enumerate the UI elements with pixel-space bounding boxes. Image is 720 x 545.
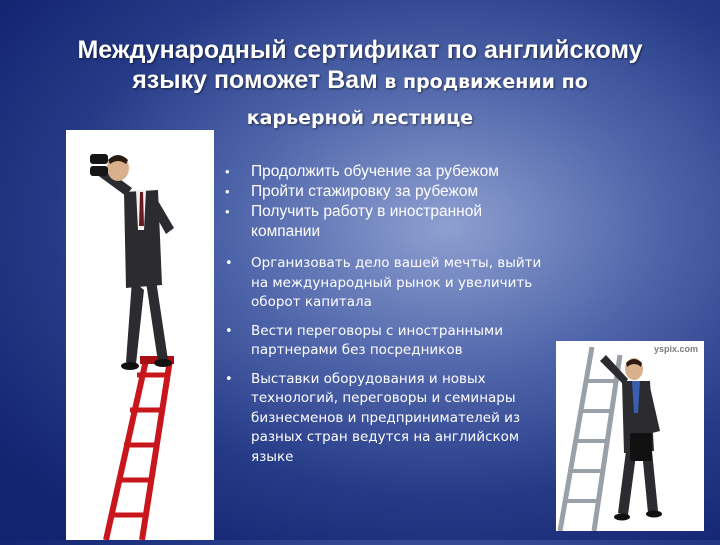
list-item-text: Продолжить обучение за рубежом (251, 163, 499, 180)
benefits-list (225, 162, 545, 467)
list-item-text: Вести переговоры с иностранными партнерами без посредников (251, 322, 503, 358)
title-line-2-small: в продвижении по (377, 71, 588, 94)
title-line-2-large: языку поможет Вам (132, 66, 378, 95)
man-on-red-ladder-illustration (66, 130, 214, 540)
bullet-dot: • (225, 323, 233, 339)
bullet-dot: • (225, 256, 233, 271)
list-item-text: Получить работу в иностранной компании (251, 203, 483, 240)
title-line-1: Международный сертификат по английскому (77, 36, 643, 65)
climbing-man-photo (556, 341, 704, 531)
list-item-text: Выставки оборудования и новых технологий, переговоры и семинары бизнесменов и предпринимателей из разных стран ведутся на английском языке (251, 370, 521, 465)
list-item (225, 370, 545, 468)
list-item (225, 202, 545, 242)
list-item (225, 322, 545, 361)
list-item-text: Пройти стажировку за рубежом (251, 183, 479, 200)
bullet-dot: • (225, 371, 233, 387)
list-item (225, 182, 545, 202)
title-line-2 (12, 65, 708, 97)
bullet-dot: • (225, 164, 230, 179)
title-line-3: карьерной лестнице (246, 107, 474, 130)
watermark: yspix.com (653, 344, 698, 354)
man-on-silver-ladder-illustration (556, 341, 704, 531)
bullet-dot: • (225, 204, 230, 219)
bullet-dot: • (225, 184, 230, 199)
list-item (225, 254, 545, 313)
list-item-text: Организовать дело вашей мечты, выйти на международный рынок и увеличить оборот капитала (251, 255, 542, 310)
slide-title (12, 35, 708, 133)
list-item (225, 162, 545, 182)
binoculars-man-photo (66, 130, 214, 540)
